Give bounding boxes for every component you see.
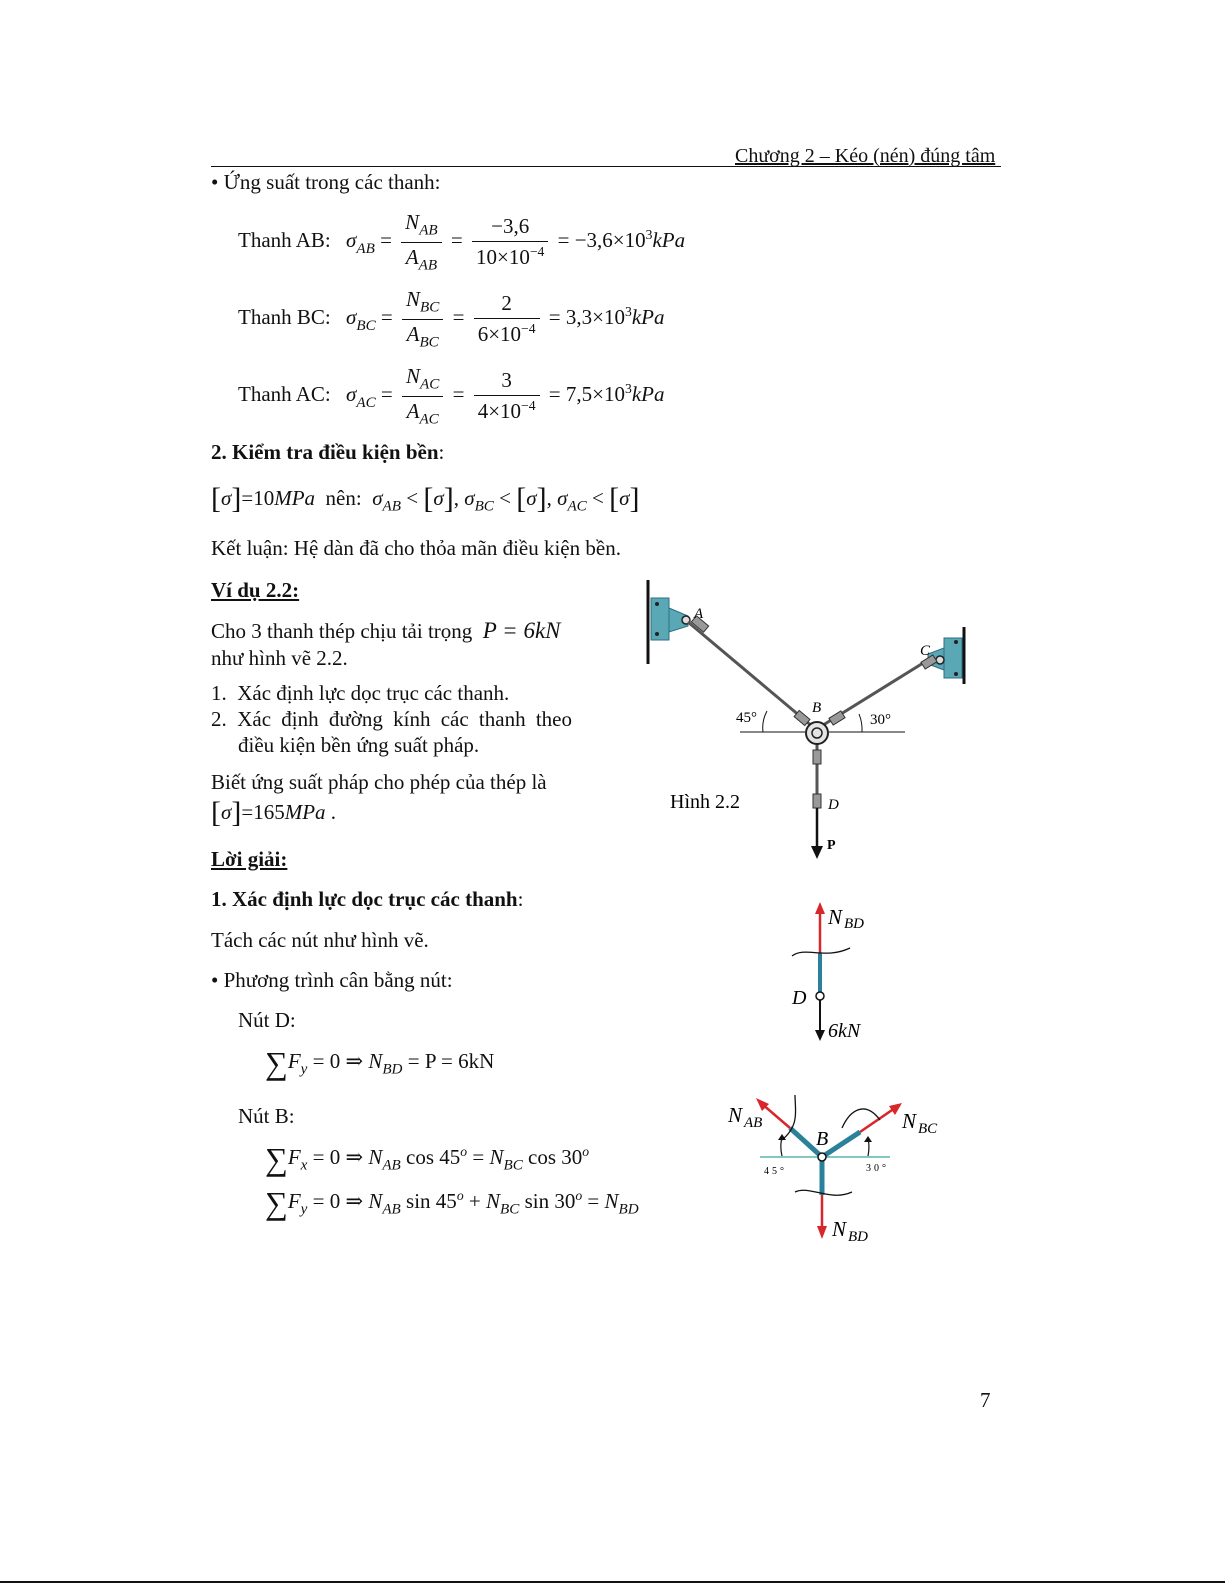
stress-row-label: Thanh AC:	[238, 382, 331, 407]
stress-row-label: Thanh BC:	[238, 305, 331, 330]
fbd-b-down-sub: BD	[848, 1229, 868, 1245]
fbd-b-left-sub: AB	[744, 1115, 763, 1131]
example-task-2: 2. Xác định đường kính các thanh theo	[211, 707, 572, 731]
fbd-b-angle-right: 30°	[866, 1163, 889, 1174]
figure-2-2	[630, 572, 975, 877]
angle-right-label: 30°	[870, 712, 891, 728]
header-rule	[211, 166, 1001, 167]
example-given: Biết ứng suất pháp cho phép của thép là	[211, 770, 547, 794]
solution-separate: Tách các nút như hình vẽ.	[211, 928, 429, 952]
example-intro-2: như hình vẽ 2.2.	[211, 646, 348, 670]
fbd-node-d	[770, 898, 900, 1048]
fbd-b-right-force: N	[902, 1109, 917, 1133]
node-b-label: Nút B:	[238, 1104, 295, 1128]
angle-left-label: 45°	[736, 710, 757, 726]
fbd-b-node: B	[816, 1128, 829, 1150]
label-p: P	[827, 838, 836, 853]
label-a: A	[694, 606, 704, 622]
equation-node-d: $\sum F_y = 0$ ⇒ $N_{BD} = P = 6kN$	[265, 1045, 495, 1081]
example-task-2-cont: điều kiện bền ứng suất pháp.	[238, 733, 480, 757]
stress-row-ac: Thanh AC: $\sigma_{AC}$ = $\frac{N_{AC}}{A_{AC}}$ = $\frac{3}{4\times 10^{-4}}$ = $7,5\times 10^3kPa$	[238, 364, 665, 428]
example-title: Ví dụ 2.2:	[211, 578, 300, 602]
node-d-label: Nút D:	[238, 1008, 296, 1032]
solution-title: Lời giải:	[211, 847, 288, 871]
strength-condition: [σ]=10MPa nên: $\sigma_{AB} < [\sigma]$, $\sigma_{BC} < [\sigma]$, $\sigma_{AC} < [\sigma]$	[211, 482, 640, 515]
fbd-d-top-sub: BD	[844, 916, 864, 932]
example-task-1: 1. Xác định lực dọc trục các thanh.	[211, 681, 510, 705]
conclusion-text: Kết luận: Hệ dàn đã cho thỏa mãn điều kiện bền.	[211, 536, 621, 560]
equation-node-b-x: $\sum F_x = 0$ ⇒ $N_{AB}$ $\cos 45^o = N_{BC}$ cos 30$^o$	[265, 1141, 590, 1177]
fbd-b-down-force: N	[832, 1217, 847, 1241]
fbd-b-right-sub: BC	[918, 1121, 938, 1137]
label-d: D	[828, 797, 839, 813]
fbd-d-load: 6kN	[828, 1020, 861, 1042]
bottom-edge-rule	[0, 1581, 1225, 1583]
label-b: B	[812, 700, 822, 716]
strength-heading: 2. Kiểm tra điều kiện bền:	[211, 440, 445, 464]
stress-bullet: • Ứng suất trong các thanh:	[211, 170, 441, 194]
page-number: 7	[980, 1388, 991, 1412]
example-allow: [σ]=165MPa .	[211, 796, 337, 829]
solution-step-heading: 1. Xác định lực dọc trục các thanh:	[211, 887, 524, 911]
stress-row-label: Thanh AB:	[238, 228, 331, 253]
fbd-d-top-force: N	[828, 905, 843, 929]
stress-row-bc: Thanh BC: $\sigma_{BC}$ = $\frac{N_{BC}}{A_{BC}}$ = $\frac{2}{6\times 10^{-4}}$ = $3,3\times 10^3kPa$	[238, 287, 665, 351]
fbd-d-node: D	[792, 987, 807, 1009]
equation-node-b-y: $\sum F_y = 0$ ⇒ $N_{AB}$ $\sin 45^o + N_{BC}$ $\sin 30^o = N_{BD}$	[265, 1185, 639, 1221]
fbd-b-angle-left: 45°	[764, 1166, 787, 1177]
figure-caption: Hình 2.2	[670, 791, 740, 813]
example-intro: Cho 3 thanh thép chịu tải trọng P = 6kN	[211, 618, 561, 643]
label-c: C	[920, 643, 931, 659]
stress-row-ab: Thanh AB: $\sigma_{AB}$ = $\frac{N_{AB}}{A_{AB}}$ = $\frac{-3,6}{10\times 10^{-4}}$ = $-3,6\times 10^3kPa$	[238, 210, 686, 274]
fbd-node-b	[720, 1090, 950, 1250]
fbd-b-left-force: N	[728, 1103, 743, 1127]
chapter-header: Chương 2 – Kéo (nén) đúng tâm	[735, 145, 996, 167]
solution-equilibrium: • Phương trình cân bằng nút:	[211, 968, 453, 992]
